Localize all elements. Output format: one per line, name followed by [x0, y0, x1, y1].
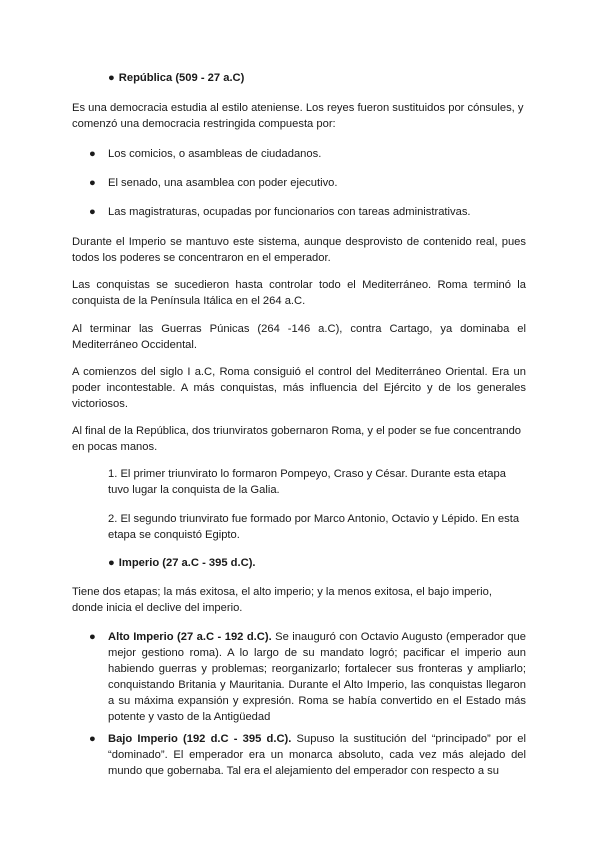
list-item: ● El senado, una asamblea con poder ejecutivo. — [89, 177, 338, 189]
bullet-icon: ● — [89, 206, 96, 218]
alto-imperio-title: Alto Imperio (27 a.C - 192 d.C). — [108, 631, 272, 643]
alto-imperio-item — [89, 629, 526, 725]
heading-imperio: ● Imperio (27 a.C - 395 d.C). — [108, 557, 256, 569]
bajo-imperio-text: Supuso la sustitución del “principado” por el “dominado”. El emperador era un monarca absoluto, cada vez más alejado del mundo que gobernaba. Tal era el alejamiento del emperador con respecto a su — [108, 733, 526, 777]
paragraph-siglo: A comienzos del siglo I a.C, Roma consiguió el control del Mediterráneo Oriental. Era un poder incontestable. A más conquistas, más influencia del Ejército y de los generales victoriosos. — [72, 366, 526, 410]
bullet-icon: ● — [89, 148, 96, 160]
list-item: ● Las magistraturas, ocupadas por funcionarios con tareas administrativas. — [89, 206, 471, 218]
bullet-icon: ● — [89, 733, 96, 745]
paragraph-guerras: Al terminar las Guerras Púnicas (264 -146 a.C), contra Cartago, ya dominaba el Mediterráneo Occidental. — [72, 323, 526, 351]
bullet-icon: ● — [108, 557, 115, 569]
triunvirato-item: 1. El primer triunvirato lo formaron Pompeyo, Craso y César. Durante esta etapa tuvo lugar la conquista de la Galia. — [108, 468, 506, 496]
bullet-icon: ● — [89, 177, 96, 189]
paragraph-imperio-sistema: Durante el Imperio se mantuvo este sistema, aunque desprovisto de contenido real, pues todos los poderes se concentraron en el emperador. — [72, 236, 526, 264]
heading-republica: ● República (509 - 27 a.C) — [108, 72, 245, 84]
bullet-icon: ● — [108, 72, 115, 84]
alto-imperio-text: Se inauguró con Octavio Augusto (emperador que mejor gestiono roma). A lo largo de su mandato logró; pacificar el imperio aun habiendo guerras y problemas; reorganizarlo; fortalecer sus fronteras y ampliarlo; conquistando Britania y Mauritania. Durante el Alto Imperio, las conquistas llegaron a su máxima expansión y expresión. Roma se había convertido en el Estado más potente y vasto de la Antigüedad — [108, 631, 526, 723]
triunvirato-item: 2. El segundo triunvirato fue formado por Marco Antonio, Octavio y Lépido. En esta etapa se conquistó Egipto. — [108, 513, 520, 541]
paragraph-etapas: Tiene dos etapas; la más exitosa, el alto imperio; y la menos exitosa, el bajo imperio, donde inicia el declive del imperio. — [72, 586, 492, 614]
bajo-imperio-item — [89, 731, 526, 779]
bullet-icon: ● — [89, 631, 96, 643]
paragraph-intro: Es una democracia estudia al estilo ateniense. Los reyes fueron sustituidos por cónsules, y comenzó una democracia restringida compuesta por: — [72, 102, 524, 130]
list-item: ● Los comicios, o asambleas de ciudadanos. — [89, 148, 322, 160]
paragraph-conquistas: Las conquistas se sucedieron hasta controlar todo el Mediterráneo. Roma terminó la conquista de la Península Itálica en el 264 a.C. — [72, 279, 526, 307]
paragraph-final: Al final de la República, dos triunviratos gobernaron Roma, y el poder se fue concentrando en pocas manos. — [72, 425, 522, 453]
bajo-imperio-title: Bajo Imperio (192 d.C - 395 d.C). — [108, 733, 292, 745]
